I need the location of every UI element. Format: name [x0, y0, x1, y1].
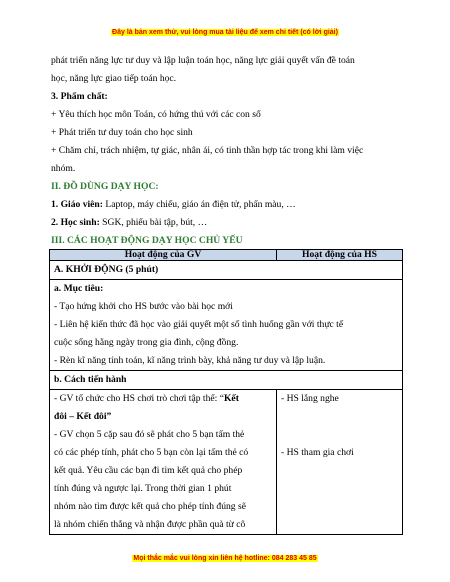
student-label: 2. Học sinh: — [51, 217, 100, 228]
quality-item: + Chăm chỉ, trách nhiệm, tự giác, nhân ái, có tinh thần hợp tác trong khi làm việc — [51, 145, 364, 156]
table-row — [50, 371, 403, 390]
student-text: SGK, phiếu bài tập, bút, … — [99, 217, 208, 228]
gv-line: có các phép tính, phát cho 5 bạn còn lại tấm thẻ có — [54, 447, 249, 458]
objective-item: - Rèn kĩ năng tính toán, kĩ năng trình bày, khả năng tư duy và lập luận. — [54, 355, 326, 366]
gv-line: kết quả. Yêu cầu các bạn đi tìm kết quả cho phép — [54, 465, 243, 476]
quality-item: + Yêu thích học môn Toán, có hứng thú với các con số — [51, 109, 261, 120]
gv-line: là nhóm chiến thắng và nhận được phần quà từ cô — [54, 519, 246, 530]
process-label: b. Cách tiến hành — [54, 374, 127, 385]
header-student: Hoạt động của HS — [277, 250, 403, 261]
process-cell — [50, 371, 403, 390]
section-heading-materials: II. ĐỒ DÙNG DẠY HỌC: — [51, 181, 159, 192]
quality-item: + Phát triển tư duy toán cho học sinh — [51, 127, 193, 138]
quality-item: nhóm. — [51, 163, 76, 174]
student-materials — [51, 214, 403, 232]
teacher-activity-cell — [50, 390, 277, 535]
gv-line: nhóm nào tìm được kết quả cho phép tính đúng sẽ — [54, 501, 246, 512]
gv-line: - GV chọn 5 cặp sau đó sẽ phát cho 5 bạn tấm thẻ — [54, 429, 245, 440]
intro-line: học, năng lực giao tiếp toán học. — [51, 73, 177, 84]
spacer — [281, 408, 398, 444]
hotline-banner — [0, 555, 450, 562]
objectives-cell — [50, 280, 403, 371]
student-activity-cell — [277, 390, 403, 535]
warmup-heading: A. KHỞI ĐỘNG (5 phút) — [54, 264, 159, 275]
gv-line: đôi – Kết đôi” — [54, 411, 112, 422]
table-header-row — [50, 250, 403, 261]
qualities-heading: 3. Phẩm chất: — [51, 91, 108, 102]
preview-notice-banner — [0, 29, 450, 36]
hotline-text: Mọi thắc mắc vui lòng xin liên hệ hotline: 084 283 45 85 — [133, 555, 317, 562]
gv-line: tính đúng và ngược lại. Trong thời gian 1 phút — [54, 483, 232, 494]
hs-line: - HS lắng nghe — [281, 393, 339, 404]
warmup-cell — [50, 261, 403, 280]
teacher-materials — [51, 196, 403, 214]
gv-line: - GV tổ chức cho HS chơi trò chơi tập thể: “Kết — [54, 393, 239, 404]
teacher-text: Laptop, máy chiếu, giáo án điện tử, phấn màu, … — [102, 199, 296, 210]
activities-table — [49, 249, 403, 535]
document-body — [51, 52, 403, 250]
objective-item: cuộc sống hằng ngày trong gia đình, cộng đồng. — [54, 337, 239, 348]
teacher-label: 1. Giáo viên: — [51, 199, 103, 210]
objective-item: - Tạo hứng khởi cho HS bước vào bài học mới — [54, 301, 233, 312]
intro-line: phát triển năng lực tư duy và lập luận toán học, năng lực giải quyết vấn đề toán — [51, 55, 355, 66]
table-row — [50, 280, 403, 371]
objective-item: - Liên hệ kiến thức đã học vào giải quyết một số tình huống gần với thực tế — [54, 319, 344, 330]
table-row — [50, 390, 403, 535]
table-row — [50, 261, 403, 280]
hs-line: - HS tham gia chơi — [281, 447, 354, 458]
objectives-label: a. Mục tiêu: — [54, 283, 104, 294]
preview-notice-text: Đây là bản xem thử, vui lòng mua tài liệu để xem chi tiết (có lời giải) — [112, 29, 338, 36]
section-heading-activities: III. CÁC HOẠT ĐỘNG DẠY HỌC CHỦ YẾU — [51, 235, 243, 246]
header-teacher: Hoạt động của GV — [50, 250, 277, 261]
